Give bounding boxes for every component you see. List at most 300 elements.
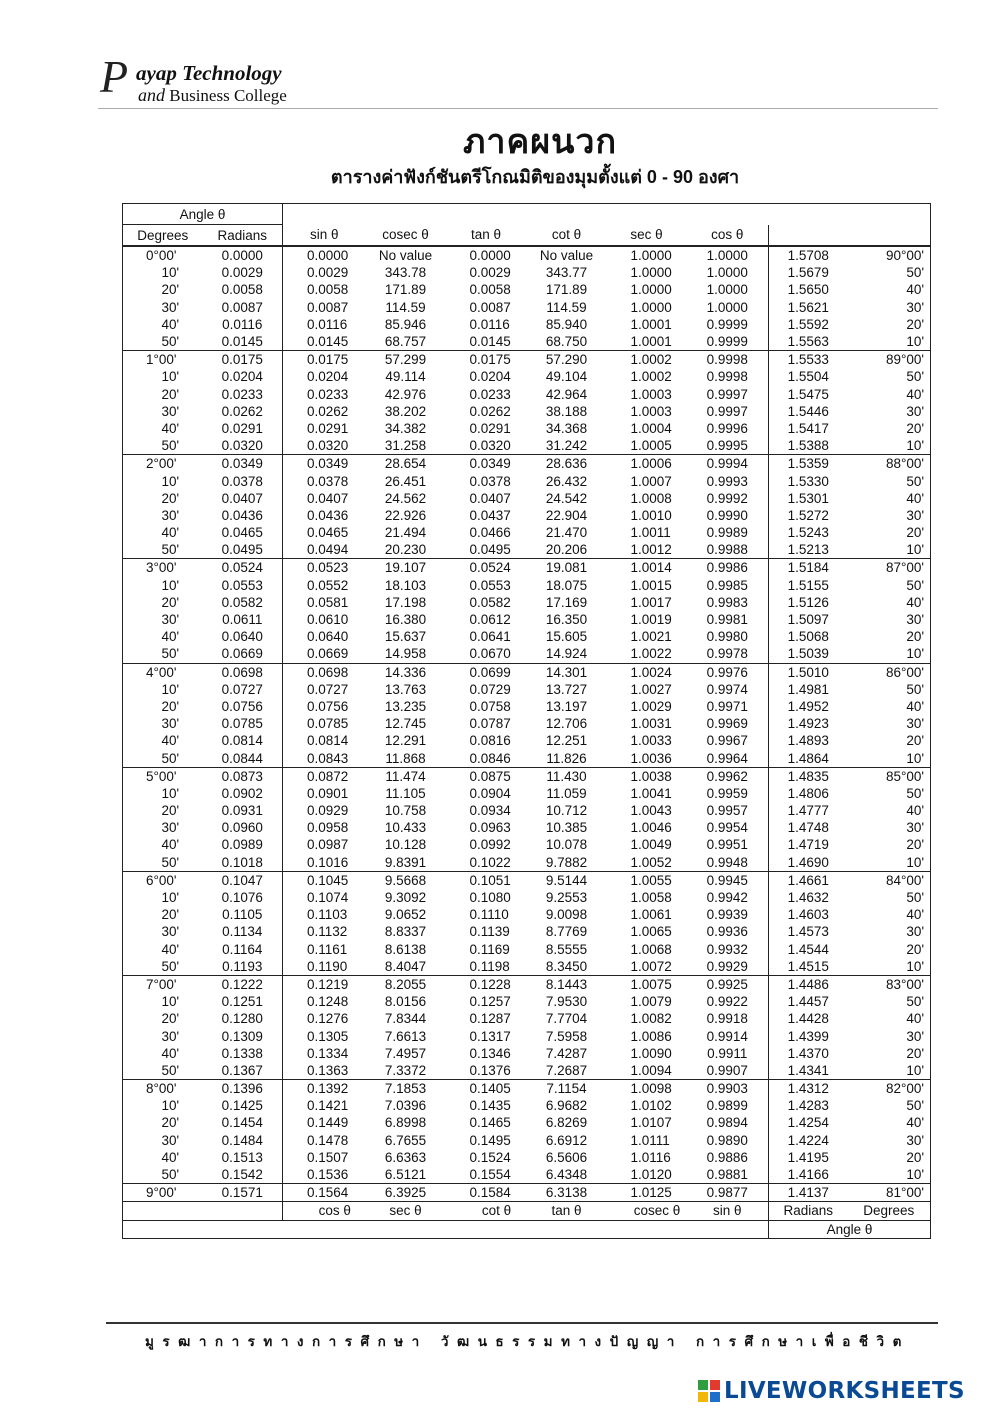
- cell-cot: 8.1443: [545, 976, 588, 992]
- cell-sec: 1.0011: [630, 525, 671, 541]
- cell-right-radians: 1.4690: [769, 854, 848, 872]
- cell-right-degrees: 10': [848, 333, 931, 351]
- cell-tan: 0.1139: [469, 924, 510, 940]
- cell-cosec: 57.299: [384, 352, 427, 368]
- cell-sin: 0.1564: [283, 1184, 366, 1202]
- cell-radians: 0.0175: [203, 351, 283, 369]
- cell-cosec: 8.6138: [384, 941, 427, 957]
- table-row: [123, 472, 931, 489]
- cell-sec: 1.0072: [607, 958, 687, 976]
- cell-radians: 0.0495: [203, 541, 283, 559]
- cell-sin: 0.1219: [307, 976, 349, 992]
- cell-right-degrees: 20': [848, 524, 931, 541]
- cell-sec: 1.0031: [630, 716, 672, 732]
- cell-sin: 0.1132: [307, 924, 348, 940]
- cell-sec: 1.0002: [630, 352, 672, 368]
- cell-sec: 1.0003: [630, 386, 672, 402]
- table-row: [123, 819, 931, 836]
- cell-right-degrees: 40': [848, 906, 931, 923]
- col-right-degrees-blank: [848, 225, 931, 247]
- cell-radians: 0.0756: [203, 698, 283, 715]
- table-row: [123, 368, 931, 385]
- table-row: [123, 1027, 931, 1044]
- footer-angle-row: [123, 1220, 931, 1238]
- cell-degrees: 20': [123, 490, 203, 507]
- cell-right-degrees: 50': [848, 681, 931, 698]
- cell-radians: 0.1309: [203, 1027, 283, 1044]
- cell-right-radians: 1.4719: [787, 837, 829, 853]
- cell-cosec: 14.336: [384, 664, 427, 680]
- table-row: [123, 420, 931, 437]
- cell-degrees: 50': [123, 749, 203, 767]
- cell-right-radians: 1.4603: [787, 907, 829, 923]
- cell-radians: 0.0145: [203, 333, 283, 351]
- cell-right-degrees: 40': [848, 698, 931, 715]
- cell-right-radians: 1.4748: [787, 820, 829, 836]
- cell-degrees: 10': [123, 1097, 203, 1114]
- cell-cosec: 17.198: [384, 594, 427, 610]
- cell-sin: 0.0929: [307, 803, 349, 819]
- cell-sin: 0.0756: [307, 698, 349, 714]
- cell-right-radians: 1.4981: [787, 681, 829, 697]
- cell-cos: 0.9959: [687, 785, 769, 802]
- cell-sin: 0.1536: [283, 1166, 366, 1184]
- cell-right-degrees: 87°00': [848, 559, 931, 577]
- cell-cos: 0.9881: [687, 1166, 769, 1184]
- table-row: [123, 1132, 931, 1149]
- cell-sec: 1.0008: [630, 490, 672, 506]
- cell-right-degrees: 10': [848, 749, 931, 767]
- cell-right-degrees: 40': [848, 1010, 931, 1027]
- cell-degrees: 7°00': [123, 975, 203, 993]
- cell-tan: 0.1022: [446, 854, 527, 872]
- cell-cosec: 9.3092: [384, 890, 427, 906]
- cell-right-degrees: 40': [848, 802, 931, 819]
- cell-right-degrees: 10': [848, 958, 931, 976]
- cell-right-degrees: 20': [848, 732, 931, 749]
- cell-right-radians: 1.5563: [769, 333, 848, 351]
- cell-cot: 7.7704: [545, 1011, 588, 1027]
- cell-right-degrees: 50': [848, 368, 931, 385]
- cell-sec: 1.0007: [630, 473, 672, 489]
- cell-sec: 1.0065: [630, 924, 672, 940]
- cell-cos: 0.9981: [687, 611, 769, 628]
- cell-tan: 0.1257: [469, 994, 511, 1010]
- cell-tan: 0.1554: [446, 1166, 527, 1184]
- table-row: [123, 541, 931, 559]
- cell-tan: 0.1435: [469, 1098, 511, 1114]
- table-row: [123, 871, 931, 889]
- cell-cot: 10.078: [545, 837, 588, 853]
- cell-right-radians: 1.4457: [787, 994, 829, 1010]
- cell-sec: 1.0111: [630, 1132, 670, 1148]
- cell-right-radians: 1.5446: [787, 403, 829, 419]
- cell-cosec: 10.128: [384, 837, 427, 853]
- cell-right-degrees: 50': [848, 993, 931, 1010]
- cell-tan: 0.0963: [469, 820, 511, 836]
- cell-right-radians: 1.5388: [769, 437, 848, 455]
- cell-degrees: 50': [123, 854, 203, 872]
- cell-radians: 0.0582: [203, 594, 283, 611]
- cell-sec: 1.0090: [630, 1045, 672, 1061]
- cell-cot: 8.3450: [527, 958, 607, 976]
- cell-cosec: 10.433: [384, 820, 427, 836]
- cell-cos: 0.9978: [687, 645, 769, 663]
- cell-cot: 31.242: [527, 437, 607, 455]
- cell-degrees: 0°00': [123, 246, 203, 264]
- cell-degrees: 8°00': [123, 1080, 203, 1098]
- cell-cosec: 7.1853: [384, 1081, 427, 1097]
- cell-right-radians: 1.4312: [787, 1081, 829, 1097]
- cell-cot: 85.940: [545, 316, 588, 332]
- cell-cos: 0.9907: [687, 1062, 769, 1080]
- cell-degrees: 40': [123, 524, 203, 541]
- cell-cos: 0.9980: [687, 628, 769, 645]
- cell-right-degrees: 50': [848, 889, 931, 906]
- cell-cos: 1.0000: [687, 264, 769, 281]
- cell-degrees: 10': [123, 889, 203, 906]
- cell-cosec: 18.103: [384, 577, 427, 593]
- cell-radians: 0.0000: [203, 246, 283, 264]
- table-row: [123, 1149, 931, 1166]
- cell-cosec: 49.114: [385, 369, 426, 385]
- cell-degrees: 40': [123, 836, 203, 853]
- cell-tan: 0.0466: [469, 525, 511, 541]
- cell-degrees: 9°00': [123, 1184, 203, 1202]
- cell-sec: 1.0000: [630, 299, 672, 315]
- col-cot: cot θ: [527, 225, 607, 247]
- cell-degrees: 40': [123, 420, 203, 437]
- table-row: [123, 1080, 931, 1098]
- cell-degrees: 10': [123, 264, 203, 281]
- cell-right-degrees: 30': [848, 611, 931, 628]
- table-row: [123, 941, 931, 958]
- cell-sec: 1.0061: [630, 907, 672, 923]
- cell-right-radians: 1.4166: [769, 1166, 848, 1184]
- cell-tan: 0.0524: [469, 560, 511, 576]
- cell-radians: 0.0611: [203, 611, 283, 628]
- cell-right-degrees: 82°00': [848, 1080, 931, 1098]
- cell-radians: 0.0116: [203, 316, 283, 333]
- cell-sec: 1.0075: [630, 976, 672, 992]
- cell-sec: 1.0068: [630, 941, 672, 957]
- cell-tan: 0.0699: [469, 664, 511, 680]
- cell-right-degrees: 40': [848, 490, 931, 507]
- cell-cot: 38.188: [545, 403, 588, 419]
- cell-sin: 0.1161: [307, 941, 348, 957]
- cell-cosec: 6.3925: [366, 1184, 446, 1202]
- cell-cot: 6.3138: [527, 1184, 607, 1202]
- cell-cot: 17.169: [545, 594, 588, 610]
- cell-right-radians: 1.4806: [787, 785, 829, 801]
- cell-degrees: 10': [123, 368, 203, 385]
- cell-right-degrees: 40': [848, 594, 931, 611]
- cell-cosec: 343.78: [384, 265, 427, 281]
- table-row: [123, 767, 931, 785]
- table-row: [123, 1166, 931, 1184]
- table-row: [123, 1045, 931, 1062]
- cell-tan: 0.0729: [469, 681, 511, 697]
- col-cos: cos θ: [687, 225, 769, 247]
- cell-cot: 16.350: [545, 612, 588, 628]
- col-sin: sin θ: [283, 225, 366, 247]
- cell-cos: 0.9997: [687, 403, 769, 420]
- cell-cos: 0.9918: [687, 1010, 769, 1027]
- cell-cot: 9.5144: [545, 872, 588, 888]
- cell-cos: 0.9932: [687, 941, 769, 958]
- cell-radians: 0.1454: [203, 1114, 283, 1131]
- cell-radians: 0.1193: [203, 958, 283, 976]
- cell-sec: 1.0024: [630, 664, 672, 680]
- cell-cos: 0.9886: [687, 1149, 769, 1166]
- cell-cot: 22.904: [545, 507, 588, 523]
- table-row: [123, 403, 931, 420]
- cell-cot: 6.5606: [545, 1149, 588, 1165]
- cell-right-radians: 1.4515: [769, 958, 848, 976]
- cell-radians: 0.0989: [203, 836, 283, 853]
- cell-sin: 0.1363: [283, 1062, 366, 1080]
- cell-right-radians: 1.5359: [787, 456, 829, 472]
- cell-tan: 0.0407: [469, 490, 511, 506]
- liveworksheets-brand[interactable]: [698, 1378, 965, 1408]
- cell-tan: 0.0378: [469, 473, 511, 489]
- cell-right-radians: 1.5097: [787, 612, 829, 628]
- foot-radians: Radians: [769, 1202, 848, 1220]
- cell-cos: 0.9925: [687, 975, 769, 993]
- foot-blank-1: [123, 1202, 203, 1220]
- cell-cos: 0.9999: [687, 333, 769, 351]
- cell-tan: 0.0320: [446, 437, 527, 455]
- cell-degrees: 10': [123, 681, 203, 698]
- cell-degrees: 30': [123, 923, 203, 940]
- cell-sin: 0.0523: [307, 560, 349, 576]
- table-row: [123, 351, 931, 369]
- cell-right-radians: 1.5504: [787, 369, 829, 385]
- cell-right-degrees: 50': [848, 785, 931, 802]
- table-row: [123, 577, 931, 594]
- table-row: [123, 524, 931, 541]
- cell-sin: 0.1276: [307, 1011, 349, 1027]
- cell-cosec: 20.230: [366, 541, 446, 559]
- table-row: [123, 1010, 931, 1027]
- cell-cot: 21.470: [545, 525, 588, 541]
- cell-cosec: 12.291: [384, 733, 427, 749]
- cell-sin: 0.0145: [283, 333, 366, 351]
- cell-sin: 0.0349: [307, 456, 349, 472]
- cell-cos: 0.9945: [687, 871, 769, 889]
- cell-tan: 0.1198: [446, 958, 527, 976]
- cell-sin: 0.0958: [307, 820, 349, 836]
- cell-radians: 0.0785: [203, 715, 283, 732]
- cell-cosec: 114.59: [385, 299, 426, 315]
- foot-cos: cos θ: [283, 1202, 366, 1220]
- table-row: [123, 854, 931, 872]
- cell-degrees: 40': [123, 732, 203, 749]
- table-row: [123, 1114, 931, 1131]
- cell-cos: 0.9988: [687, 541, 769, 559]
- cell-tan: 0.1376: [446, 1062, 527, 1080]
- table-row: [123, 628, 931, 645]
- cell-radians: 0.1396: [203, 1080, 283, 1098]
- page-subtitle: ตารางค่าฟังก์ชันตรีโกณมิติของมุมตั้งแต่ 0 - 90 องศา: [330, 167, 740, 187]
- cell-sin: 0.0000: [307, 248, 349, 264]
- cell-radians: 0.1105: [203, 906, 283, 923]
- cell-radians: 0.0844: [203, 749, 283, 767]
- cell-right-degrees: 10': [848, 541, 931, 559]
- cell-sin: 0.0407: [307, 490, 349, 506]
- cell-cosec: 11.105: [385, 785, 426, 801]
- cell-cosec: 6.6363: [384, 1149, 427, 1165]
- cell-radians: 0.0640: [203, 628, 283, 645]
- cell-radians: 0.0873: [203, 767, 283, 785]
- cell-sec: 1.0019: [630, 612, 672, 628]
- cell-right-radians: 1.5010: [787, 664, 829, 680]
- cell-cos: 0.9999: [687, 316, 769, 333]
- cell-tan: 0.1228: [469, 976, 511, 992]
- cell-sin: 0.1045: [307, 872, 349, 888]
- cell-cot: 12.251: [545, 733, 588, 749]
- cell-tan: 0.0612: [469, 612, 511, 628]
- cell-sin: 0.0262: [307, 403, 349, 419]
- cell-sin: 0.1478: [307, 1132, 349, 1148]
- cell-sin: 0.0843: [283, 749, 366, 767]
- cell-degrees: 50': [123, 1166, 203, 1184]
- cell-right-radians: 1.4893: [787, 733, 829, 749]
- cell-tan: 0.1405: [469, 1081, 511, 1097]
- cell-cos: 0.9996: [687, 420, 769, 437]
- cell-right-radians: 1.5533: [787, 352, 829, 368]
- cell-radians: 0.1484: [203, 1132, 283, 1149]
- cell-right-degrees: 85°00': [848, 767, 931, 785]
- cell-cosec: 22.926: [384, 507, 427, 523]
- cell-tan: 0.0816: [469, 733, 511, 749]
- cell-tan: 0.0992: [469, 837, 511, 853]
- cell-tan: 0.0934: [469, 803, 511, 819]
- cell-right-radians: 1.4632: [787, 890, 829, 906]
- cell-right-radians: 1.5213: [769, 541, 848, 559]
- cell-sec: 1.0015: [630, 577, 672, 593]
- cell-right-degrees: 10': [848, 854, 931, 872]
- cell-sec: 1.0082: [630, 1011, 672, 1027]
- cell-sec: 1.0000: [630, 248, 672, 264]
- cell-radians: 0.0960: [203, 819, 283, 836]
- cell-right-degrees: 30': [848, 715, 931, 732]
- table-row: [123, 559, 931, 577]
- cell-cos: 0.9992: [687, 490, 769, 507]
- cell-cosec: 14.958: [366, 645, 446, 663]
- col-cosec: cosec θ: [366, 225, 446, 247]
- cell-sin: 0.0116: [307, 316, 348, 332]
- cell-degrees: 30': [123, 1027, 203, 1044]
- cell-sec: 1.0021: [630, 629, 672, 645]
- cell-cosec: 13.235: [384, 698, 427, 714]
- cell-cos: 0.9967: [687, 732, 769, 749]
- foot-degrees: Degrees: [848, 1202, 931, 1220]
- cell-degrees: 30': [123, 299, 203, 316]
- cell-tan: 0.1169: [469, 941, 510, 957]
- cell-degrees: 50': [123, 958, 203, 976]
- cell-cos: 1.0000: [687, 281, 769, 298]
- cell-cos: 0.9986: [687, 559, 769, 577]
- table-row: [123, 698, 931, 715]
- cell-cot: 9.2553: [545, 890, 588, 906]
- cell-cosec: 85.946: [384, 316, 427, 332]
- cell-sin: 0.1074: [307, 890, 349, 906]
- cell-right-degrees: 20': [848, 628, 931, 645]
- liveworksheets-wordmark: LIVEWORKSHEETS: [724, 1378, 965, 1404]
- table-row: [123, 1062, 931, 1080]
- cell-radians: 0.1425: [203, 1097, 283, 1114]
- cell-cos: 0.9922: [687, 993, 769, 1010]
- cell-radians: 0.0349: [203, 455, 283, 473]
- cell-tan: 0.0495: [446, 541, 527, 559]
- cell-sin: 0.0204: [307, 369, 349, 385]
- cell-sin: 0.0698: [307, 664, 349, 680]
- cell-tan: 0.1317: [469, 1028, 511, 1044]
- cell-sec: 1.0006: [630, 456, 672, 472]
- cell-cos: 0.9890: [687, 1132, 769, 1149]
- cell-cosec: 26.451: [384, 473, 427, 489]
- cell-sin: 0.0552: [307, 577, 349, 593]
- cell-cot: 68.750: [527, 333, 607, 351]
- cell-sin: 0.1392: [307, 1081, 349, 1097]
- cell-degrees: 30': [123, 611, 203, 628]
- cell-tan: 0.0000: [469, 248, 511, 264]
- cell-right-degrees: 30': [848, 299, 931, 316]
- cell-sec: 1.0029: [630, 698, 672, 714]
- table-row: [123, 246, 931, 264]
- cell-right-degrees: 30': [848, 403, 931, 420]
- cell-cosec: 21.494: [384, 525, 427, 541]
- cell-radians: 0.0814: [203, 732, 283, 749]
- cell-cos: 0.9914: [687, 1027, 769, 1044]
- cell-cos: 0.9899: [687, 1097, 769, 1114]
- cell-sec: 1.0005: [607, 437, 687, 455]
- cell-tan: 0.1080: [469, 890, 511, 906]
- cell-cosec: 28.654: [384, 456, 427, 472]
- cell-cot: 7.2687: [527, 1062, 607, 1080]
- cell-right-degrees: 10': [848, 1166, 931, 1184]
- cell-tan: 0.0553: [469, 577, 511, 593]
- foot-cot: cot θ: [446, 1202, 527, 1220]
- cell-tan: 0.0175: [469, 352, 511, 368]
- cell-cos: 0.9894: [687, 1114, 769, 1131]
- cell-right-degrees: 50': [848, 1097, 931, 1114]
- cell-sin: 0.1305: [307, 1028, 349, 1044]
- table-row: [123, 681, 931, 698]
- cell-cosec: 8.8337: [384, 924, 427, 940]
- cell-cot: 18.075: [545, 577, 588, 593]
- cell-sec: 1.0107: [630, 1115, 672, 1131]
- cell-right-radians: 1.5621: [787, 299, 829, 315]
- cell-degrees: 40': [123, 1149, 203, 1166]
- cell-right-degrees: 86°00': [848, 663, 931, 681]
- cell-radians: 0.1134: [203, 923, 283, 940]
- cell-right-radians: 1.4864: [769, 749, 848, 767]
- cell-right-radians: 1.4137: [769, 1184, 848, 1202]
- cell-right-radians: 1.4428: [787, 1011, 829, 1027]
- cell-cosec: 68.757: [366, 333, 446, 351]
- cell-cot: 7.9530: [545, 994, 588, 1010]
- cell-sin: 0.0320: [283, 437, 366, 455]
- cell-sec: 1.0041: [630, 785, 672, 801]
- cell-right-radians: 1.4777: [787, 803, 829, 819]
- cell-degrees: 20': [123, 802, 203, 819]
- cell-tan: 0.0875: [469, 768, 511, 784]
- cell-cos: 0.9929: [687, 958, 769, 976]
- col-sec: sec θ: [607, 225, 687, 247]
- cell-cos: 0.9877: [687, 1184, 769, 1202]
